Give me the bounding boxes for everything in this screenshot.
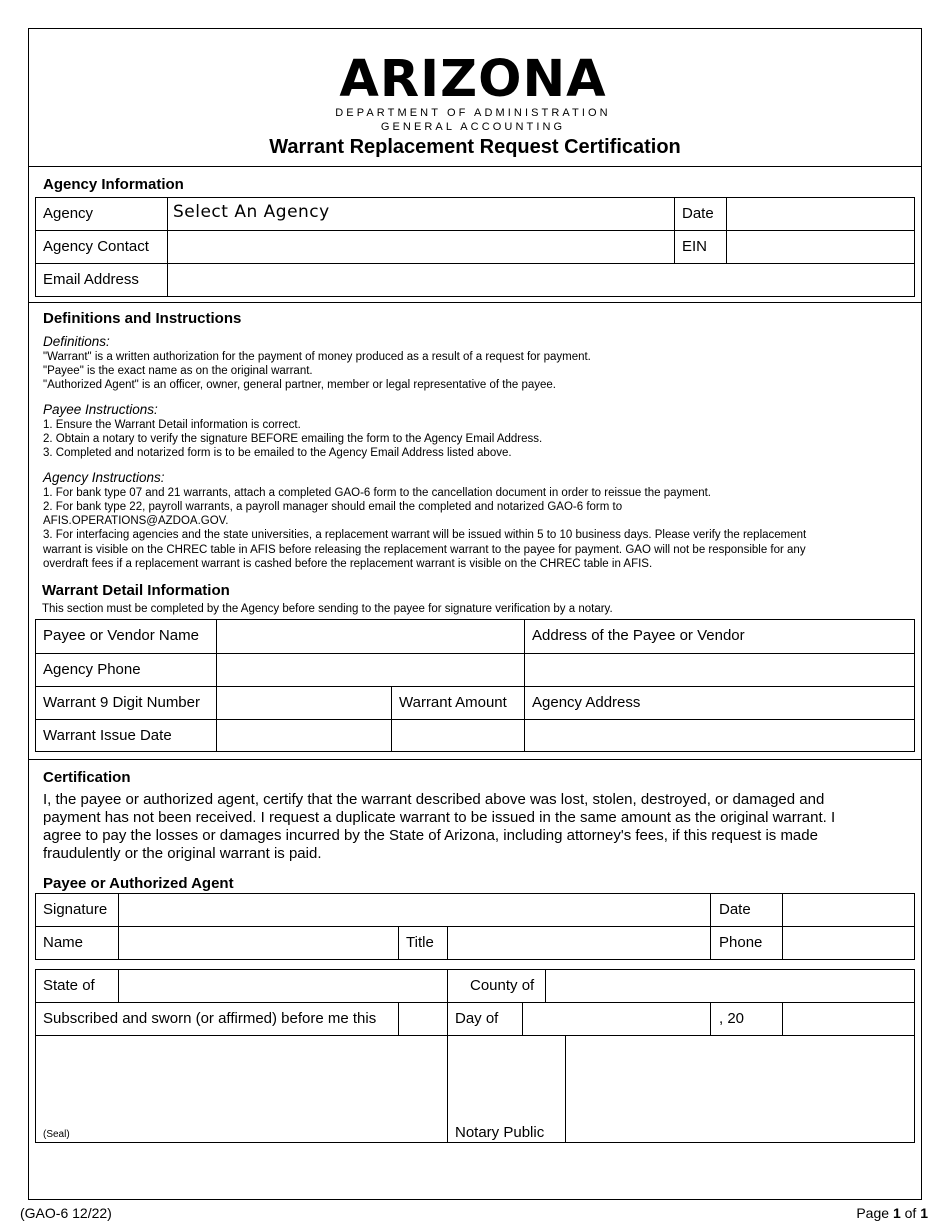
form-id: (GAO-6 12/22) bbox=[20, 1205, 112, 1221]
agency-info-heading: Agency Information bbox=[43, 176, 184, 193]
agency-contact-field[interactable] bbox=[168, 231, 674, 263]
signature-label: Signature bbox=[43, 901, 108, 918]
agency-label: Agency bbox=[43, 205, 94, 222]
email-label: Email Address bbox=[43, 271, 139, 288]
definition-item: "Warrant" is a written authorization for the payment of money produced as a result of a request for payment. bbox=[43, 351, 591, 363]
agency-address-label: Agency Address bbox=[532, 694, 641, 711]
warrant-number-field[interactable] bbox=[217, 687, 391, 719]
arizona-logo: ARIZONA bbox=[339, 50, 607, 109]
col-divider bbox=[710, 1002, 711, 1035]
warrant-number-label: Warrant 9 Digit Number bbox=[43, 694, 200, 711]
agency-instruction: overdraft fees if a replacement warrant is cashed before the replacement warrant is visible on the CHREC table in AFIS. bbox=[43, 558, 653, 570]
agency-phone-field[interactable] bbox=[217, 654, 524, 686]
agency-instruction: 3. For interfacing agencies and the state universities, a replacement warrant will be issued within 5 to 10 business days. Please verify the replacement bbox=[43, 529, 807, 541]
col-divider bbox=[674, 197, 675, 263]
row-divider bbox=[35, 686, 915, 687]
issue-date-label: Warrant Issue Date bbox=[43, 727, 172, 744]
definitions-title: Definitions: bbox=[43, 334, 110, 349]
sign-date-label: Date bbox=[719, 901, 751, 918]
year-field[interactable] bbox=[783, 1003, 914, 1035]
signature-field[interactable] bbox=[119, 894, 710, 926]
certification-text: fraudulently or the original warrant is paid. bbox=[43, 845, 322, 862]
notary-signature-field[interactable] bbox=[566, 1036, 914, 1142]
agent-heading: Payee or Authorized Agent bbox=[43, 875, 234, 892]
title-label: Title bbox=[406, 934, 434, 951]
warrant-detail-heading: Warrant Detail Information bbox=[42, 582, 230, 599]
ein-field[interactable] bbox=[727, 231, 914, 263]
ein-label: EIN bbox=[682, 238, 708, 255]
divider bbox=[28, 166, 922, 167]
payee-name-label: Payee or Vendor Name bbox=[43, 627, 199, 644]
warrant-amount-field[interactable] bbox=[392, 720, 524, 751]
certification-text: payment has not been received. I request a duplicate warrant to be issued in the same amount as the original warrant. I bbox=[43, 809, 836, 826]
divider bbox=[28, 759, 922, 760]
certification-text: agree to pay the losses or damages incurred by the State of Arizona, including attorney's fees, if this request is made bbox=[43, 827, 818, 844]
phone-field[interactable] bbox=[783, 927, 914, 959]
page-of: of bbox=[904, 1205, 917, 1221]
sworn-label: Subscribed and sworn (or affirmed) before me this bbox=[43, 1010, 377, 1027]
payee-instruction: 2. Obtain a notary to verify the signature BEFORE emailing the form to the Agency Email Address. bbox=[43, 433, 543, 445]
warrant-detail-note: This section must be completed by the Agency before sending to the payee for signature verification by a notary. bbox=[42, 603, 613, 615]
agency-contact-label: Agency Contact bbox=[43, 238, 149, 255]
state-label: State of bbox=[43, 977, 95, 994]
email-field[interactable] bbox=[168, 264, 914, 296]
county-label: County of bbox=[470, 977, 535, 994]
payee-instructions-title: Payee Instructions: bbox=[43, 402, 158, 417]
definitions-heading: Definitions and Instructions bbox=[43, 310, 242, 327]
title-field[interactable] bbox=[448, 927, 710, 959]
divider bbox=[28, 302, 922, 303]
payee-name-field[interactable] bbox=[217, 620, 524, 653]
county-field[interactable] bbox=[546, 970, 914, 1002]
logo-department: DEPARTMENT OF ADMINISTRATION bbox=[335, 107, 611, 119]
page-number: 1 bbox=[892, 1205, 901, 1221]
month-field[interactable] bbox=[523, 1003, 710, 1035]
payee-instruction: 3. Completed and notarized form is to be emailed to the Agency Email Address listed above. bbox=[43, 447, 512, 459]
definition-item: "Payee" is the exact name as on the original warrant. bbox=[43, 365, 313, 377]
year-prefix-label: , 20 bbox=[719, 1010, 745, 1027]
sworn-day-field[interactable] bbox=[399, 1003, 447, 1035]
form-title: Warrant Replacement Request Certification bbox=[269, 136, 681, 158]
page-indicator bbox=[856, 1204, 928, 1222]
name-label: Name bbox=[43, 934, 84, 951]
definition-item: "Authorized Agent" is an officer, owner, general partner, member or legal representative of the payee. bbox=[43, 379, 556, 391]
warrant-amount-label: Warrant Amount bbox=[399, 694, 507, 711]
state-field[interactable] bbox=[119, 970, 447, 1002]
certification-heading: Certification bbox=[43, 769, 131, 786]
page-total: 1 bbox=[920, 1205, 928, 1221]
agency-phone-label: Agency Phone bbox=[43, 661, 141, 678]
payee-address-field[interactable] bbox=[525, 654, 914, 686]
page-prefix: Page bbox=[856, 1205, 890, 1221]
col-divider bbox=[398, 926, 399, 960]
day-of-label: Day of bbox=[455, 1010, 499, 1027]
agency-select[interactable]: Select An Agency bbox=[173, 202, 330, 222]
agency-instruction: 1. For bank type 07 and 21 warrants, attach a completed GAO-6 form to the cancellation document in order to reissue the payment. bbox=[43, 487, 711, 499]
agency-instruction: warrant is visible on the CHREC table in AFIS before releasing the replacement warrant to the payee for payment. GAO will not be responsible for any bbox=[43, 544, 806, 556]
agency-instruction: 2. For bank type 22, payroll warrants, a payroll manager should email the completed and notarized GAO-6 form to bbox=[43, 501, 623, 513]
col-divider bbox=[710, 893, 711, 960]
agency-instructions-title: Agency Instructions: bbox=[43, 470, 165, 485]
logo-division: GENERAL ACCOUNTING bbox=[380, 121, 566, 133]
name-field[interactable] bbox=[119, 927, 398, 959]
sign-date-field[interactable] bbox=[783, 894, 914, 926]
phone-label: Phone bbox=[719, 934, 763, 951]
seal-label: (Seal) bbox=[43, 1129, 70, 1140]
date-field[interactable] bbox=[727, 198, 914, 230]
col-divider bbox=[447, 969, 448, 1143]
date-label: Date bbox=[682, 205, 714, 222]
payee-instruction: 1. Ensure the Warrant Detail information is correct. bbox=[43, 419, 301, 431]
certification-text: I, the payee or authorized agent, certify that the warrant described above was lost, stolen, destroyed, or damaged and bbox=[43, 791, 825, 808]
agency-address-field[interactable] bbox=[525, 720, 914, 751]
agency-instruction: AFIS.OPERATIONS@AZDOA.GOV. bbox=[43, 515, 229, 527]
issue-date-field[interactable] bbox=[217, 720, 391, 751]
notary-public-label: Notary Public bbox=[455, 1124, 545, 1141]
payee-address-label: Address of the Payee or Vendor bbox=[532, 627, 745, 644]
